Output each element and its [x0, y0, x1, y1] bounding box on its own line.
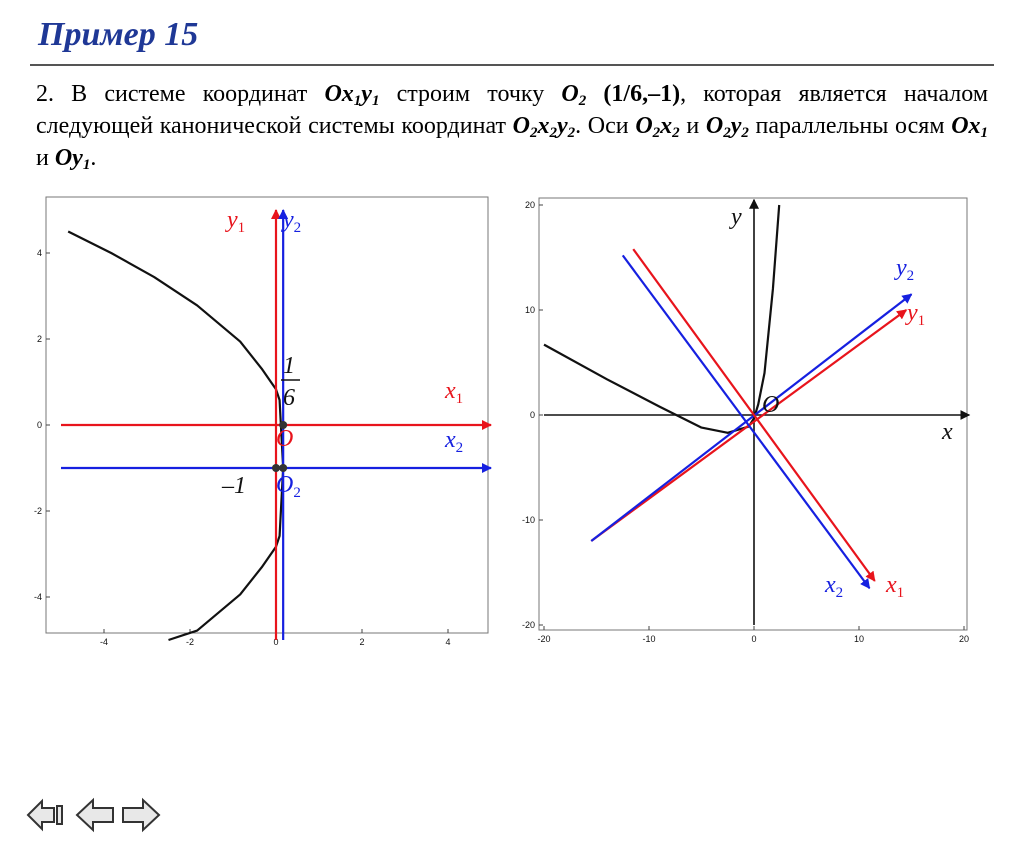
y-tick-label: -10	[521, 515, 535, 525]
subscript: 2	[578, 93, 587, 109]
y-tick-label: -20	[521, 620, 535, 630]
sym: y	[556, 113, 568, 139]
nav-back-button[interactable]	[74, 795, 116, 835]
subscript: 2	[723, 125, 731, 141]
label-x1: $x_1$	[445, 378, 464, 407]
label-y2: $y_2$	[283, 207, 302, 236]
y-tick-label: 0	[529, 410, 535, 420]
subscript: 2	[672, 125, 680, 141]
label-o2: $O_2$	[276, 472, 301, 501]
sym: O	[512, 113, 530, 139]
coord-system-ox1y1	[324, 81, 379, 107]
text-part: , которая является началом следующей канонической системы координат	[36, 81, 989, 139]
axis-oy1	[55, 145, 90, 171]
label-minus-one: –1	[222, 473, 246, 499]
label-y2: $y_2$	[896, 255, 915, 284]
subscript: 2	[741, 125, 749, 141]
subscript: 1	[82, 157, 91, 173]
plot-frame	[46, 197, 488, 633]
sym: O	[635, 113, 653, 139]
slide-text	[36, 78, 988, 174]
label-x1: $x_1$	[886, 572, 905, 601]
label-x2: $x_2$	[445, 427, 464, 456]
text-part: и	[36, 145, 55, 171]
label-y1: $y_1$	[227, 207, 246, 236]
label-y1: $y_1$	[907, 300, 926, 329]
label-origin-o: O	[762, 392, 780, 418]
text-part: строим точку	[379, 81, 562, 107]
y-tick-label: 10	[524, 305, 535, 315]
x-tick-label: 0	[751, 634, 757, 644]
x-tick-label: -4	[99, 637, 109, 647]
y-tick-label: 0	[36, 420, 42, 430]
y-tick-label: 20	[524, 200, 535, 210]
sym: Oy	[54, 145, 83, 171]
x-tick-label: 10	[853, 634, 865, 644]
nav-first-button[interactable]	[24, 795, 66, 835]
label-x2: $x_2$	[825, 572, 844, 601]
axis-o2x2	[635, 113, 679, 139]
sym: Ox	[324, 81, 354, 107]
sym: O	[561, 81, 579, 107]
text-part: и	[679, 113, 706, 139]
sym: x	[660, 113, 673, 139]
subscript: 2	[549, 125, 557, 141]
plot-right	[508, 192, 978, 662]
sym: Ox	[951, 113, 981, 139]
axis-o2y2	[706, 113, 749, 139]
text-part: 2. В системе координат	[36, 81, 325, 107]
arrow-right-icon	[120, 795, 162, 835]
frac-numerator: 1	[283, 353, 295, 379]
x-tick-label: 0	[273, 637, 279, 647]
sym: y	[730, 113, 742, 139]
point-o2	[561, 81, 586, 107]
sym: x	[537, 113, 550, 139]
subscript: 1	[371, 93, 380, 109]
label-y: y	[731, 204, 742, 230]
text-part: параллельны осям	[748, 113, 952, 139]
frac-denominator: 6	[283, 385, 295, 411]
x-tick-label: -10	[642, 634, 656, 644]
y-tick-label: 2	[36, 334, 42, 344]
slide-title: Пример 15	[38, 16, 199, 53]
first-slide-icon	[24, 795, 66, 835]
x-tick-label: 2	[359, 637, 365, 647]
x-tick-label: 4	[445, 637, 451, 647]
label-origin-o: O	[276, 426, 294, 452]
point-1	[279, 464, 287, 472]
text-part: .	[90, 145, 97, 171]
subscript: 2	[652, 125, 661, 141]
x-tick-label: 20	[958, 634, 970, 644]
point-coords: (1/6,–1)	[586, 81, 681, 107]
x-tick-label: -20	[537, 634, 551, 644]
y-tick-label: -4	[33, 592, 42, 602]
subscript: 1	[980, 125, 989, 141]
plot-left	[20, 192, 500, 662]
nav-forward-button[interactable]	[120, 795, 162, 835]
coord-system-o2x2y2	[513, 113, 576, 139]
sym: y	[361, 81, 372, 107]
subscript: 2	[529, 125, 538, 141]
axis-ox1	[951, 113, 988, 139]
x-tick-label: -2	[185, 637, 195, 647]
title-divider	[30, 64, 994, 66]
text-part: . Оси	[575, 113, 636, 139]
y-tick-label: -2	[33, 506, 42, 516]
sym: O	[705, 113, 724, 139]
arrow-left-icon	[74, 795, 116, 835]
y-tick-label: 4	[36, 248, 42, 258]
subscript: 2	[567, 125, 576, 141]
subscript: 1	[353, 93, 362, 109]
label-x: x	[942, 419, 953, 445]
point-2	[272, 464, 280, 472]
